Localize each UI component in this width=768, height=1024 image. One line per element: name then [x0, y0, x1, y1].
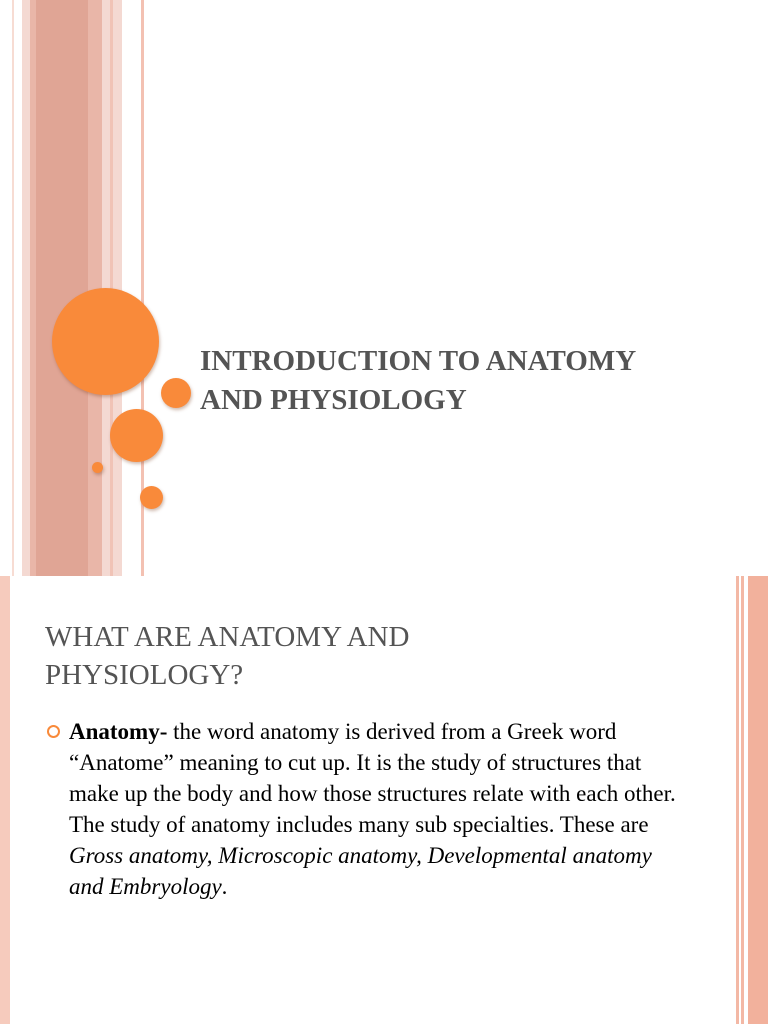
decorative-stripe	[0, 576, 10, 1024]
decorative-circle	[52, 288, 159, 395]
title-line-1: INTRODUCTION TO ANATOMY	[200, 345, 637, 377]
bullet-body: the word anatomy is derived from a Greek word “Anatome” meaning to cut up. It is the study of structures that make up the body and how those structures relate with each other. The study of anatomy includes many sub specialties. These are	[69, 719, 676, 837]
decorative-stripe	[741, 576, 744, 1024]
decorative-stripe	[12, 0, 14, 576]
decorative-circle	[161, 378, 191, 408]
decorative-circle	[110, 409, 163, 462]
decorative-circle	[92, 462, 103, 473]
decorative-circle	[140, 486, 163, 509]
decorative-stripe	[736, 576, 739, 1024]
bullet-item	[45, 716, 685, 902]
bullet-examples: Gross anatomy, Microscopic anatomy, Developmental anatomy and Embryology	[69, 843, 652, 899]
slide-title	[200, 342, 720, 420]
decorative-stripe	[748, 576, 768, 1024]
heading-line-1: WHAT ARE ANATOMY AND	[45, 621, 410, 653]
bullet-text	[69, 716, 685, 902]
bullet-circle-icon	[47, 725, 60, 738]
slide-heading	[45, 618, 565, 694]
decorative-band	[36, 0, 88, 576]
content-slide	[0, 576, 768, 1024]
bullet-end: .	[221, 874, 228, 899]
title-line-2: AND PHYSIOLOGY	[200, 384, 467, 416]
heading-line-2: PHYSIOLOGY?	[45, 659, 244, 691]
bullet-term: Anatomy-	[69, 719, 168, 744]
